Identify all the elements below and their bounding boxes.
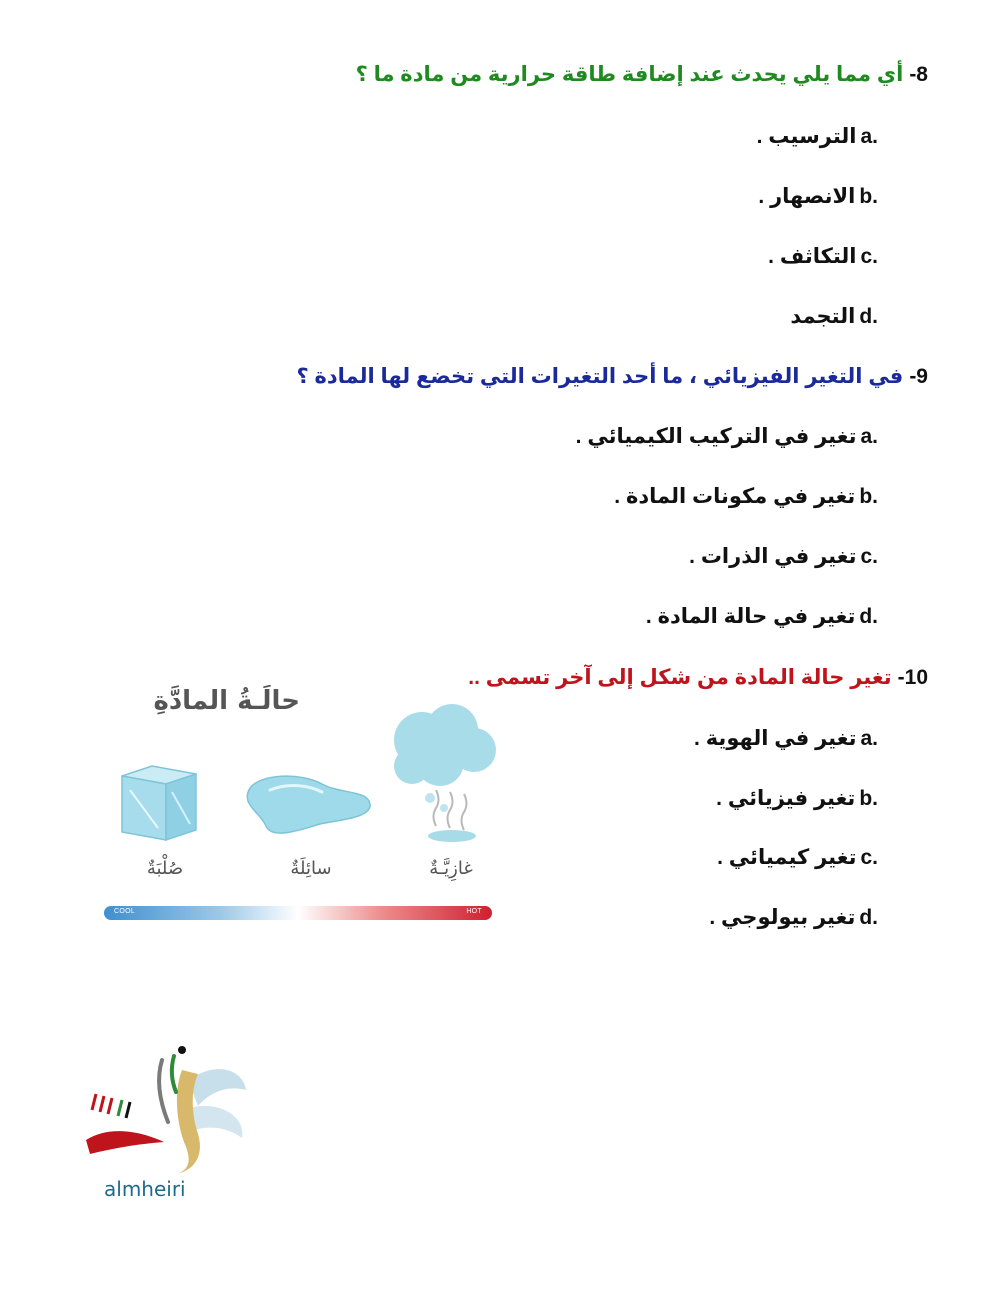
ice-cube-icon bbox=[122, 766, 196, 840]
question-number: -10 bbox=[897, 666, 928, 689]
option-text: تغير في حالة المادة . bbox=[645, 605, 856, 628]
option-q10-c[interactable] bbox=[717, 845, 878, 870]
option-q9-c[interactable] bbox=[689, 544, 878, 569]
option-text: تغير في الذرات . bbox=[689, 545, 857, 568]
option-text: تغير في الهوية . bbox=[694, 727, 857, 750]
option-letter: b. bbox=[859, 787, 878, 810]
liquid-label: سائِلَةٌ bbox=[290, 858, 332, 879]
question-8 bbox=[356, 62, 928, 87]
bar-cool-label: COOL bbox=[114, 908, 136, 915]
option-letter: c. bbox=[860, 545, 878, 568]
option-letter: b. bbox=[859, 485, 878, 508]
option-letter: d. bbox=[859, 305, 878, 328]
option-q10-d[interactable] bbox=[709, 905, 878, 930]
question-text: في التغير الفيزيائي ، ما أحد التغيرات التي تخضع لها المادة ؟ bbox=[296, 365, 904, 388]
option-letter: a. bbox=[860, 425, 878, 448]
option-letter: a. bbox=[860, 727, 878, 750]
question-text: أي مما يلي يحدث عند إضافة طاقة حرارية من مادة ما ؟ bbox=[355, 63, 904, 86]
question-text: تغير حالة المادة من شكل إلى آخر تسمى .. bbox=[468, 666, 892, 689]
option-q8-a[interactable] bbox=[757, 124, 878, 149]
question-number: -8 bbox=[909, 63, 928, 86]
logo-text: almheiri bbox=[104, 1177, 186, 1201]
option-q10-a[interactable] bbox=[694, 726, 878, 751]
option-q8-b[interactable] bbox=[758, 184, 878, 209]
bar-hot-label: HOT bbox=[466, 908, 482, 915]
option-text: تغير كيميائي . bbox=[717, 846, 857, 869]
solid-label: صُلْبَةٌ bbox=[146, 858, 184, 879]
option-q10-b[interactable] bbox=[716, 786, 878, 811]
option-q9-d[interactable] bbox=[646, 604, 878, 629]
states-of-matter-figure bbox=[100, 680, 500, 930]
states-illustration bbox=[100, 680, 500, 860]
option-text: تغير فيزيائي . bbox=[716, 787, 856, 810]
figure-title: حالَـةُ المادَّةِ bbox=[153, 686, 300, 716]
option-text: تغير في التركيب الكيميائي . bbox=[575, 425, 857, 448]
gas-cloud-icon bbox=[394, 704, 496, 842]
option-letter: d. bbox=[859, 605, 878, 628]
option-letter: b. bbox=[859, 185, 878, 208]
water-puddle-icon bbox=[247, 776, 370, 833]
option-text: الترسيب . bbox=[756, 125, 857, 148]
option-q8-d[interactable] bbox=[790, 304, 878, 329]
option-text: التكاثف . bbox=[768, 245, 857, 268]
question-10 bbox=[468, 665, 928, 690]
option-letter: c. bbox=[860, 245, 878, 268]
option-q8-c[interactable] bbox=[768, 244, 878, 269]
option-text: تغير في مكونات المادة . bbox=[614, 485, 856, 508]
option-letter: a. bbox=[860, 125, 878, 148]
logo-emblem-icon bbox=[78, 1030, 258, 1175]
gas-label: غازِيَّـةٌ bbox=[429, 858, 473, 879]
option-q9-b[interactable] bbox=[614, 484, 878, 509]
almheiri-logo bbox=[78, 1030, 258, 1205]
option-text: تغير بيولوجي . bbox=[709, 906, 856, 929]
option-letter: d. bbox=[859, 906, 878, 929]
temperature-bar bbox=[104, 906, 492, 920]
option-text: التجمد bbox=[790, 305, 856, 328]
option-text: الانصهار . bbox=[758, 185, 856, 208]
question-9 bbox=[296, 364, 928, 389]
question-number: -9 bbox=[909, 365, 928, 388]
option-q9-a[interactable] bbox=[576, 424, 878, 449]
option-letter: c. bbox=[860, 846, 878, 869]
